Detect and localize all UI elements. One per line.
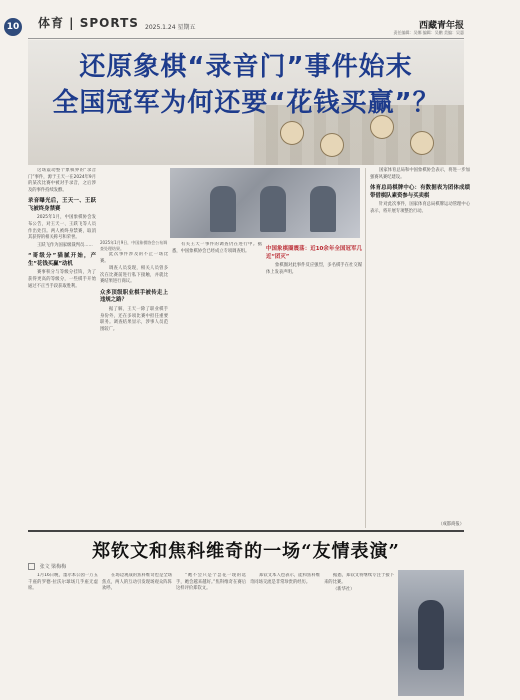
chess-piece-icon xyxy=(410,131,434,155)
paragraph: 据了解，王天一除了职业棋手身份外，还在多项比赛中担任重要职务。调查结果显示，涉事人员范围较广。 xyxy=(100,306,168,332)
page-number-badge: 10 xyxy=(4,18,22,36)
second-column-4 xyxy=(250,573,320,698)
article-source: （成都商报） xyxy=(438,522,464,527)
person-figure xyxy=(260,186,286,232)
headline-line-1: 还原象棋“录音门”事件始末 xyxy=(79,52,413,82)
paragraph: 调查人员发现，相关人员曾多次在比赛前进行私下接触，并就比赛结果进行商议。 xyxy=(100,266,168,285)
chess-piece-icon xyxy=(320,133,344,157)
paragraph: 王跃飞作为国家级裁判员…… xyxy=(37,242,93,248)
subheading: 众多顶级职业棋手被传走上违规之路？ xyxy=(100,289,168,304)
paragraph: 这场震动整个象棋界的“录音门”事件，源于王天一在2024年9月的某次比赛中被对手录音，之后涉及的事件持续发酵。 xyxy=(28,168,96,193)
photo-caption: 2025年1月9日，中国象棋协会公布调查处理结果。 xyxy=(100,240,168,251)
paragraph: 有关王天一事件的调查仍在进行中。据悉，中国象棋协会已经成立专项调查组。 xyxy=(172,242,262,254)
subheading: “哥级分”猫腻开始，产生“花钱买赢”动机 xyxy=(28,253,96,267)
subheading: 体育总局棋牌中心：有数据表为团体成绩带借棋队素资参与买卖棋 xyxy=(370,185,470,199)
tennis-photo xyxy=(398,570,464,696)
second-column-1 xyxy=(28,573,98,698)
article-source: （新华社） xyxy=(333,587,355,593)
person-figure xyxy=(210,186,236,232)
paragraph: 针对此次事件，国家体育总局棋牌运动管理中心表示，将开展专项整治行动。 xyxy=(370,202,470,214)
byline-box-icon xyxy=(28,563,35,570)
page-header xyxy=(0,0,520,38)
chess-piece-icon xyxy=(280,121,304,145)
paragraph: 象棋圈对此事件反应强烈，多名棋手在社交媒体上发表声明。 xyxy=(266,263,362,275)
header-rule xyxy=(28,38,464,39)
person-figure xyxy=(310,186,336,232)
newspaper-name: 西藏青年报 xyxy=(418,21,464,31)
section-divider xyxy=(28,530,464,532)
article-column-3 xyxy=(172,242,262,528)
headline-line-2: 全国冠军为何还要“花钱买赢”？ xyxy=(52,88,440,118)
article-column-1 xyxy=(28,168,96,528)
headline-banner xyxy=(28,40,464,165)
second-column-3 xyxy=(176,573,246,698)
person-figure xyxy=(418,600,444,670)
paragraph: 此次事件涉及的不止一场比赛。 xyxy=(100,252,168,264)
paragraph: 赛事积分与等级分挂钩，为了获得更高的等级分，一些棋手开始通过不正当手段获取胜利。 xyxy=(28,270,96,289)
article-photo xyxy=(170,168,360,238)
article-column-4 xyxy=(266,242,362,528)
second-headline: 郑钦文和焦科维奇的一场“友情表演” xyxy=(92,541,400,562)
paragraph: 在场边观战的焦科维奇也是全场焦点，两人的互动引发现场观众阵阵欢呼。 xyxy=(102,573,172,592)
byline xyxy=(28,563,66,570)
second-column-5 xyxy=(324,573,394,698)
article-column-2 xyxy=(100,252,168,528)
paragraph: 国家体育总局和中国象棋协会表示，将进一步加强赛风赛纪建设。 xyxy=(370,168,470,180)
editor-credits: 责任编辑：吴娜 编辑：吴鹏 美编：吴惠 xyxy=(393,30,464,35)
paragraph: 2025年1月，中国象棋协会发布公告，对王天一、王跃飞等人员作出处罚。两人被终身禁赛，取消其获得的相关称号和荣誉。 xyxy=(28,215,96,241)
issue-date: 2025.1.24 星期五 xyxy=(145,24,196,31)
paragraph: “她不会只是个昙花一现的选手，她会越来越好。”焦科维奇在赛后这样评价郑钦文。 xyxy=(176,573,246,592)
paragraph: 郑钦文本人也表示，能和焦科维奇同场交流是非常珍贵的经历。 xyxy=(250,573,320,585)
subheading: 中国象棋圈震荡：近10余年全国冠军几近“团灭” xyxy=(266,246,362,260)
paragraph: 据悉，郑钦文将继续专注于接下来的比赛。 xyxy=(324,573,394,585)
paragraph: 1月16日晚，墨尔本公园一万五千座的罗德·拉沃尔球场几乎座无虚席。 xyxy=(28,573,98,592)
second-column-2 xyxy=(102,573,172,698)
section-title: 体育 | SPORTS xyxy=(38,16,139,30)
article-sidebar xyxy=(365,168,470,528)
byline-text: 张文 梁梅梅 xyxy=(39,564,67,570)
subheading: 录音曝光后，王天一、王跃飞被终身禁赛 xyxy=(28,198,96,212)
